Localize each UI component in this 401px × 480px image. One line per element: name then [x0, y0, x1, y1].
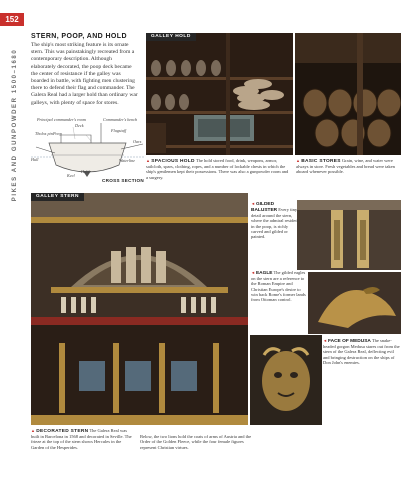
stern-continuation-caption: Below, the two lions hold the coats of arms of Austria and the Order of the Golden Fleece, while the four female figures represent Christian virtues.: [140, 434, 252, 450]
gilded-baluster-photo: [297, 200, 401, 270]
triangle-icon: ◄: [323, 338, 327, 343]
section-heading: STERN, POOP, AND HOLD: [31, 33, 127, 40]
diagram-label: Keel: [67, 173, 75, 178]
diagram-label: Poop: [53, 131, 62, 136]
spacious-hold-caption: ▲SPACIOUS HOLD The hold stored food, drink, weapons, armor, sailcloth, spars, clothing, ropes, and a number of lockable chests in which the ship's gentlemen kept their possessions. There was also a gunpowder room and a surgery.: [146, 158, 289, 180]
running-head: PIKES AND GUNPOWDER 1500–1680: [12, 48, 18, 202]
hold-photo-left: [146, 33, 293, 155]
diagram-label: Oars: [133, 139, 142, 144]
decorated-stern-caption: ▲DECORATED STERN The Galera Real was built in Barcelona in 1568 and decorated in Seville. The frieze at the top of the stern shows Hercules in the Garden of the Hesperides.: [31, 428, 132, 450]
triangle-icon: ◄: [251, 201, 255, 206]
diagram-label: Hull: [31, 157, 39, 162]
stern-photo: [31, 193, 248, 425]
medusa-caption: ◄FACE OF MEDUSA The snake-headed gorgon Medusa stares out from the stern of the Galera Real, deflecting evil and bringing destruction on the ships of Don John's enemies.: [323, 338, 400, 365]
intro-paragraph: The ship's most striking feature is its ornate stern. This was painstakingly recreated from a contemporary description. Although elaborately decorated, the poop deck became the center of resistance if the galley was boarded in battle, with fighting men clustering there to defend their flag and commander. The Galera Real had a larger hold than ordinary war galleys, with plenty of space for stores.: [31, 42, 138, 106]
triangle-icon: ▲: [146, 158, 151, 163]
diagram-label: Waterline: [119, 158, 136, 163]
diagram-label: Principal commander's room: [37, 117, 86, 122]
diagram-label: Commander's bench: [103, 117, 138, 122]
diagram-label: Tholos pin: [35, 131, 53, 136]
eagle-photo: [308, 272, 401, 334]
page-number: 152: [0, 13, 24, 26]
triangle-icon: ◄: [251, 270, 255, 275]
gilded-baluster-caption: ◄GILDED BALUSTER Every tiny detail around the stern, where the admiral resided in the poop, is richly carved and gilded or painted.: [251, 201, 298, 240]
eagle-caption: ◄EAGLE The gilded eagles on the stern are a reference to the Roman Empire and Christian Europe's desire to win back Rome's former lands from Ottoman control.: [251, 270, 306, 303]
triangle-icon: ▲: [31, 428, 36, 433]
diagram-label: Flagstaff: [111, 128, 127, 133]
diagram-label: Deck: [75, 123, 84, 128]
hold-photo-right: [295, 33, 401, 155]
diagram-label: Hold: [81, 169, 90, 174]
cross-section-caption: CROSS SECTION: [102, 178, 144, 183]
galley-hold-tag: GALLEY HOLD: [146, 33, 196, 41]
galley-stern-tag: GALLEY STERN: [31, 193, 84, 201]
medusa-photo: [250, 335, 322, 425]
triangle-icon: ▲: [296, 158, 301, 163]
basic-stores-caption: ▲BASIC STORES Grain, wine, and water were always in store. Fresh vegetables and bread were taken aboard whenever possible.: [296, 158, 395, 175]
